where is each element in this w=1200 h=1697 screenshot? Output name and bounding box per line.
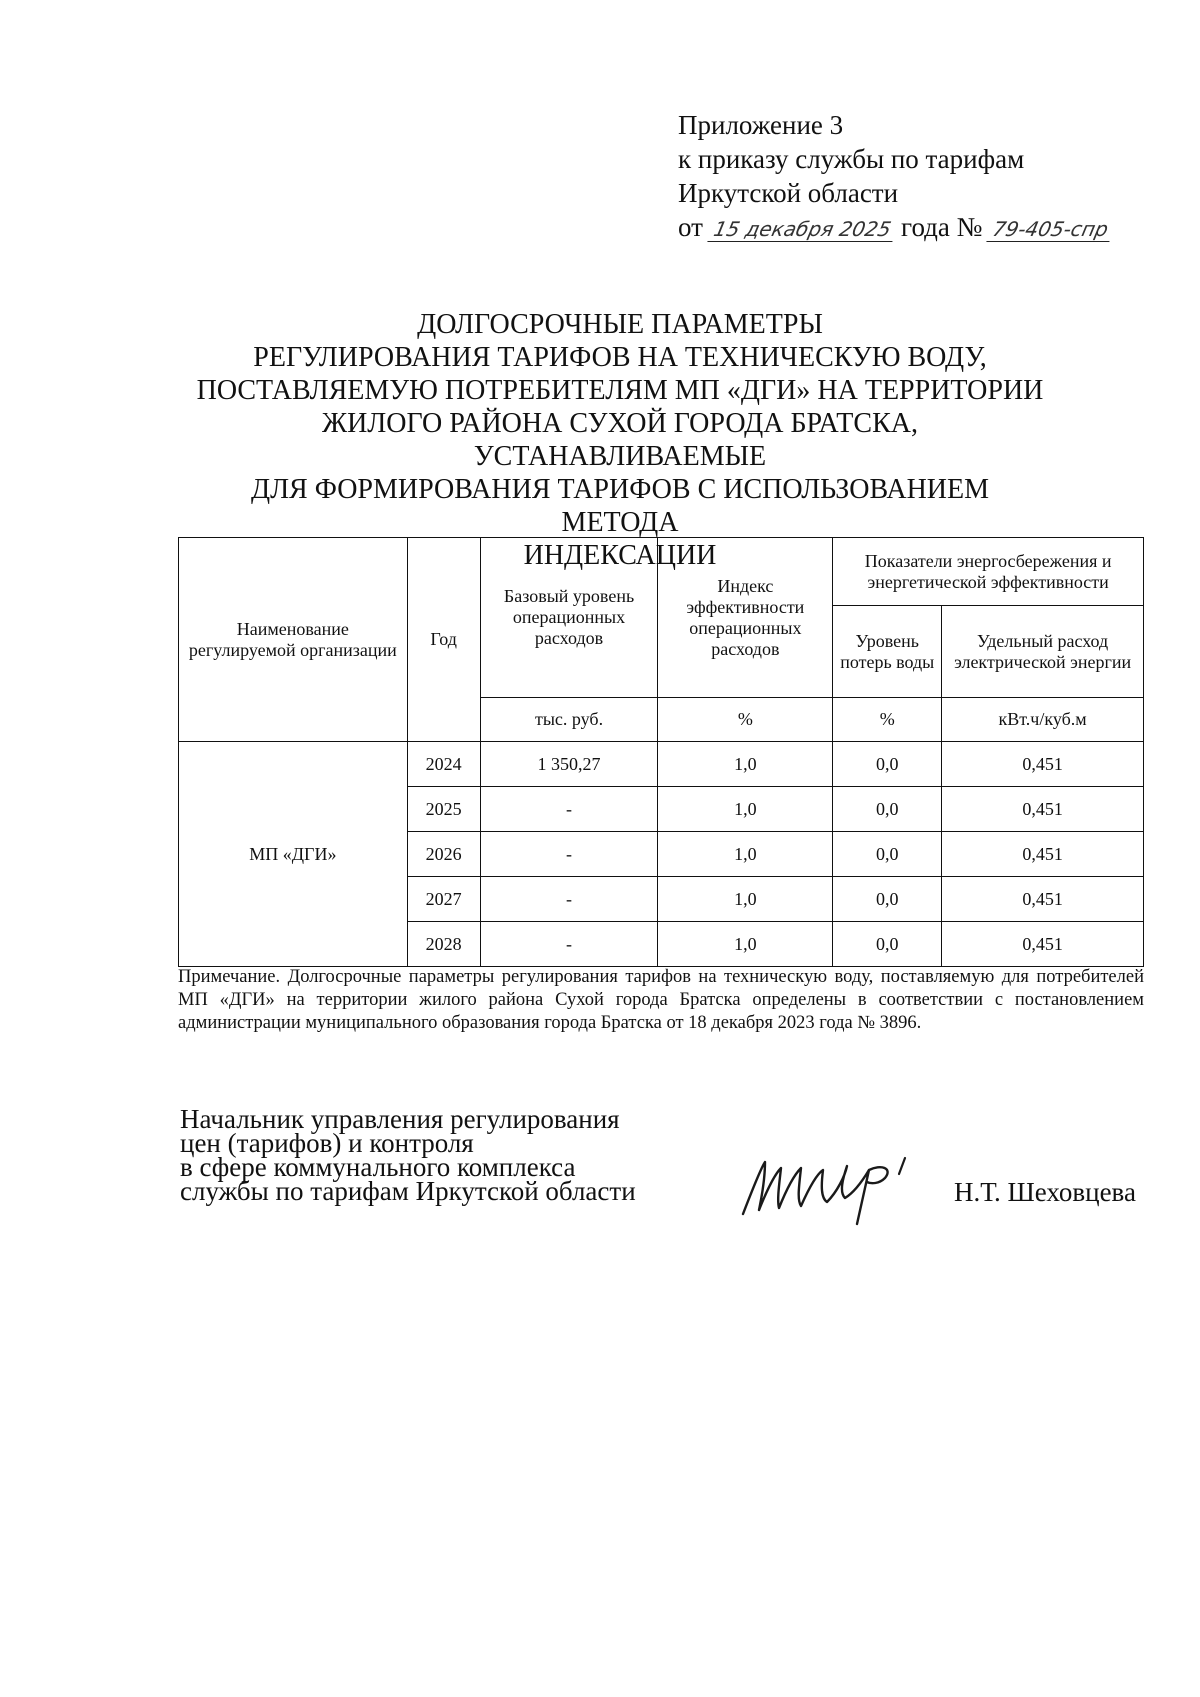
chief-title-line: цен (тарифов) и контроля [180, 1128, 474, 1158]
chief-title-block [180, 1104, 636, 1206]
annex-date-line [678, 210, 1112, 244]
efficiency-index-cell: 1,0 [658, 742, 833, 787]
header-energy-group: Показатели энергосбережения и энергетической эффективности [833, 538, 1144, 606]
header-power-use: Удельный расход электрической энергии [942, 606, 1144, 698]
power-use-cell: 0,451 [942, 787, 1144, 832]
water-loss-cell: 0,0 [833, 877, 942, 922]
title-line: ИНДЕКСАЦИИ [523, 540, 717, 571]
annex-region: Иркутской области [678, 178, 899, 208]
efficiency-index-cell: 1,0 [658, 922, 833, 967]
table-row [179, 742, 1144, 787]
power-use-cell: 0,451 [942, 922, 1144, 967]
power-use-cell: 0,451 [942, 877, 1144, 922]
handwritten-signature [735, 1148, 925, 1228]
handwritten-date: 15 декабря 2025 [707, 217, 897, 242]
title-line: ДЛЯ ФОРМИРОВАНИЯ ТАРИФОВ С ИСПОЛЬЗОВАНИЕМ МЕТОДА [250, 474, 990, 538]
year-word: года № [901, 212, 983, 242]
water-loss-cell: 0,0 [833, 787, 942, 832]
efficiency-index-cell: 1,0 [658, 832, 833, 877]
title-line: ДОЛГОСРОЧНЫЕ ПАРАМЕТРЫ [417, 309, 823, 340]
base-level-cell: 1 350,27 [480, 742, 658, 787]
efficiency-index-cell: 1,0 [658, 877, 833, 922]
title-line: ЖИЛОГО РАЙОНА СУХОЙ ГОРОДА БРАТСКА, УСТАНАВЛИВАЕМЫЕ [322, 408, 918, 472]
year-cell: 2027 [407, 877, 480, 922]
annex-title: Приложение 3 [678, 110, 844, 140]
signer-name: Н.Т. Шеховцева [954, 1177, 1136, 1207]
year-cell: 2028 [407, 922, 480, 967]
water-loss-cell: 0,0 [833, 832, 942, 877]
unit-base-level: тыс. руб. [480, 698, 658, 742]
header-org: Наименование регулируемой организации [179, 538, 408, 742]
base-level-cell: - [480, 877, 658, 922]
document-title [190, 308, 1050, 572]
title-line: РЕГУЛИРОВАНИЯ ТАРИФОВ НА ТЕХНИЧЕСКУЮ ВОДУ, [253, 342, 987, 373]
year-cell: 2026 [407, 832, 480, 877]
unit-power-use: кВт.ч/куб.м [942, 698, 1144, 742]
chief-title-line: Начальник управления регулирования [180, 1104, 620, 1134]
year-cell: 2025 [407, 787, 480, 832]
efficiency-index-cell: 1,0 [658, 787, 833, 832]
chief-title-line: в сфере коммунального комплекса [180, 1152, 576, 1182]
chief-title-line: службы по тарифам Иркутской области [180, 1176, 636, 1206]
table-note: Примечание. Долгосрочные параметры регулирования тарифов на техническую воду, поставляемую для потребителей МП «ДГИ» на территории жилого района Сухой города Братска определены в соответствии с постановлением администрации муниципального образования города Братска от 18 декабря 2023 года № 3896. [178, 967, 1144, 1033]
water-loss-cell: 0,0 [833, 922, 942, 967]
header-year: Год [407, 538, 480, 742]
unit-water-loss: % [833, 698, 942, 742]
date-prefix: от [678, 212, 703, 242]
header-efficiency-index: Индекс эффективности операционных расходов [658, 538, 833, 698]
organization-cell: МП «ДГИ» [179, 742, 408, 967]
base-level-cell: - [480, 922, 658, 967]
header-water-loss: Уровень потерь воды [833, 606, 942, 698]
handwritten-order-number: 79-405-спр [986, 217, 1114, 242]
power-use-cell: 0,451 [942, 832, 1144, 877]
water-loss-cell: 0,0 [833, 742, 942, 787]
parameters-table [178, 537, 1144, 967]
base-level-cell: - [480, 832, 658, 877]
base-level-cell: - [480, 787, 658, 832]
power-use-cell: 0,451 [942, 742, 1144, 787]
title-line: ПОСТАВЛЯЕМУЮ ПОТРЕБИТЕЛЯМ МП «ДГИ» НА ТЕРРИТОРИИ [196, 375, 1044, 406]
annex-order-ref: к приказу службы по тарифам [678, 144, 1025, 174]
header-base-level: Базовый уровень операционных расходов [480, 538, 658, 698]
unit-efficiency-index: % [658, 698, 833, 742]
annex-block [678, 108, 1112, 244]
year-cell: 2024 [407, 742, 480, 787]
